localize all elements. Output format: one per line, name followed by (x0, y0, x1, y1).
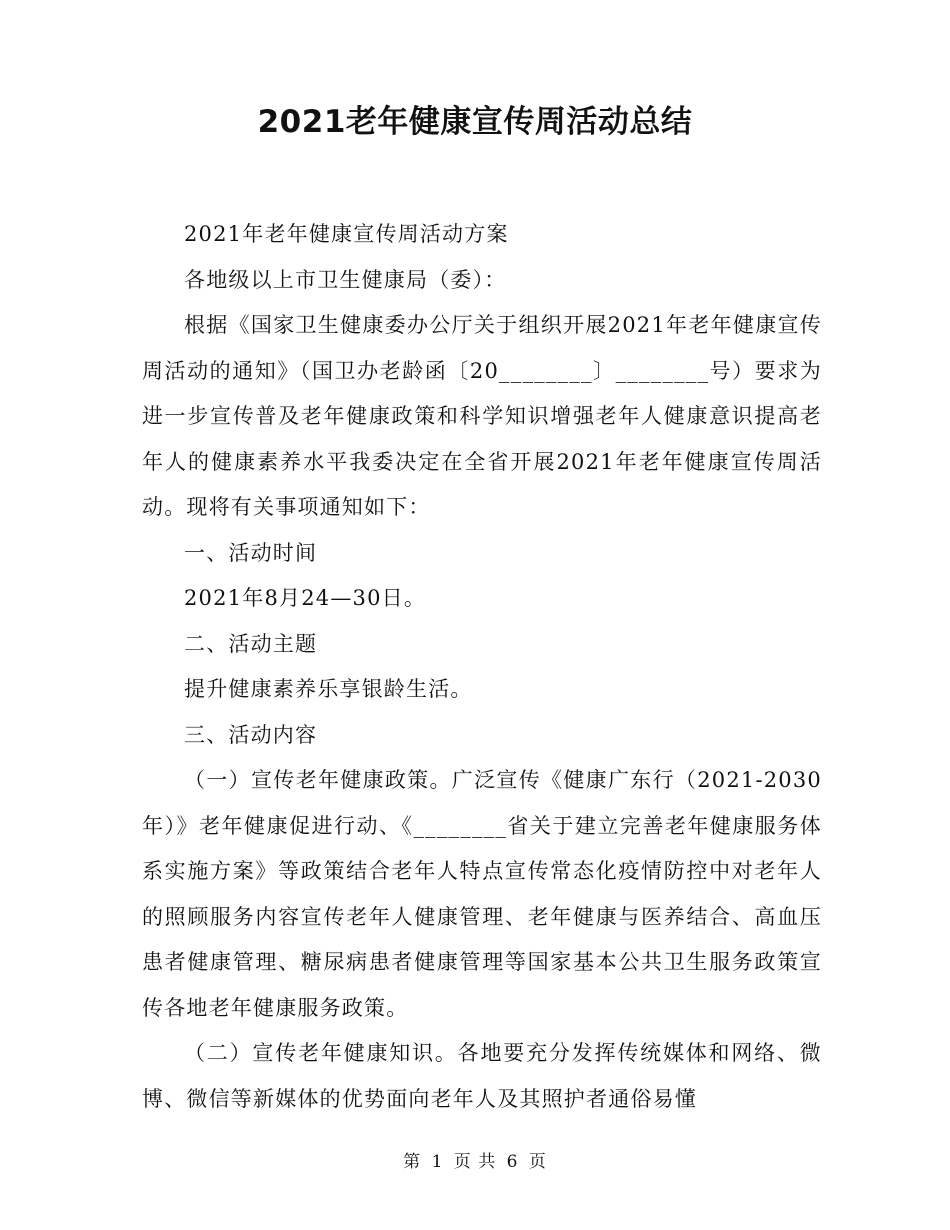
paragraph-activity-date: 2021年8月24—30日。 (184, 586, 427, 610)
paragraph-activity-theme: 提升健康素养乐享银龄生活。 (184, 677, 473, 701)
heading-activity-time: 一、活动时间 (184, 540, 318, 565)
paragraph-content-knowledge: （二）宣传老年健康知识。各地要充分发挥传统媒体和网络、微博、微信等新媒体的优势面向老年人及其照护者通俗易懂 (142, 1041, 822, 1111)
paragraph-addressee: 各地级以上市卫生健康局（委）： (184, 267, 507, 292)
footer-current-page: 1 (431, 1152, 444, 1172)
footer-total-pages: 6 (506, 1152, 519, 1172)
page-footer (0, 1150, 950, 1174)
footer-prefix: 第 (403, 1152, 422, 1172)
document-body (142, 212, 822, 1122)
heading-activity-theme: 二、活动主题 (184, 631, 318, 656)
paragraph-plan-title: 2021年老年健康宣传周活动方案 (184, 222, 509, 246)
footer-suffix: 页 (528, 1152, 547, 1172)
paragraph-introduction: 根据《国家卫生健康委办公厅关于组织开展2021年老年健康宣传周活动的通知》（国卫办老龄函〔20________〕________号）要求为进一步宣传普及老年健康政策和科学知识增强老年人健康意识提高老年人的健康素养水平我委决定在全省开展2021年老年健康宣传周活动。现将有关事项通知如下： (142, 313, 822, 519)
document-title: 2021老年健康宣传周活动总结 (257, 104, 693, 140)
heading-activity-content: 三、活动内容 (184, 722, 318, 747)
paragraph-content-policy: （一）宣传老年健康政策。广泛宣传《健康广东行（2021-2030年）》老年健康促进行动、《________省关于建立完善老年健康服务体系实施方案》等政策结合老年人特点宣传常态化疫情防控中对老年人的照顾服务内容宣传老年人健康管理、老年健康与医养结合、高血压患者健康管理、糖尿病患者健康管理等国家基本公共卫生服务政策宣传各地老年健康服务政策。 (142, 768, 822, 1020)
footer-middle: 页 共 (453, 1152, 497, 1172)
